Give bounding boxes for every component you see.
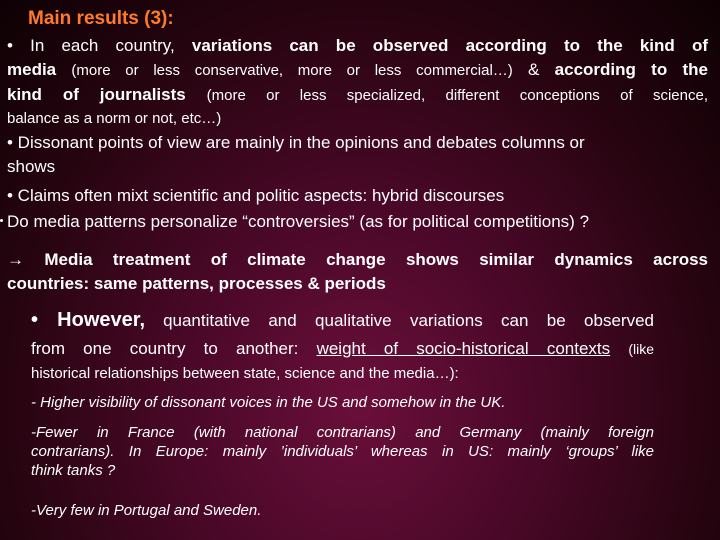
sub-france-germany-line-1: -Fewer in France (with national contrarians) and Germany (mainly foreign bbox=[31, 424, 654, 441]
bullet-dissonant bbox=[7, 131, 708, 179]
conclusion-line-2: countries: same patterns, processes & periods bbox=[7, 274, 386, 293]
however-block bbox=[31, 306, 654, 386]
sub-portugal-sweden: -Very few in Portugal and Sweden. bbox=[31, 502, 262, 519]
bullet-claims: • Claims often mixt scientific and politic aspects: hybrid discourses bbox=[7, 186, 505, 205]
bullet-variations-line-3: kind of journalists (more or less specialized, different conceptions of science, bbox=[7, 85, 709, 104]
conclusion bbox=[7, 248, 708, 296]
bullet-variations-line-1: • In each country, variations can be observed according to the kind of bbox=[7, 36, 708, 55]
sub-france-germany-line-3: think tanks ? bbox=[31, 462, 116, 479]
however-line-2: from one country to another: weight of socio-historical contexts (like bbox=[31, 339, 654, 358]
however-line-1: • However, quantitative and qualitative variations can be observed bbox=[31, 309, 654, 331]
conclusion-line-1: → Media treatment of climate change shows similar dynamics across bbox=[7, 250, 708, 269]
bullet-variations-line-2: media (more or less conservative, more or less commercial…) & according to the bbox=[7, 60, 708, 79]
sub-france-germany-line-2: contrarians). In Europe: mainly ’individuals’ whereas in US: mainly ‘groups’ like bbox=[31, 443, 654, 460]
slide-title: Main results (3): bbox=[28, 8, 174, 29]
bullet-dissonant-line-1: • Dissonant points of view are mainly in the opinions and debates columns or bbox=[7, 133, 585, 152]
bullet-variations-line-4: balance as a norm or not, etc…) bbox=[7, 110, 222, 127]
bullet-dot bbox=[0, 219, 3, 222]
bullet-personalize: Do media patterns personalize “controversies” (as for political competitions) ? bbox=[7, 212, 590, 231]
sub-france-germany bbox=[31, 423, 654, 480]
bullet-dissonant-line-2: shows bbox=[7, 157, 56, 176]
however-line-3: historical relationships between state, science and the media…): bbox=[31, 365, 459, 382]
bullet-variations bbox=[7, 34, 708, 130]
sub-us-uk: - Higher visibility of dissonant voices in the US and somehow in the UK. bbox=[31, 394, 506, 411]
